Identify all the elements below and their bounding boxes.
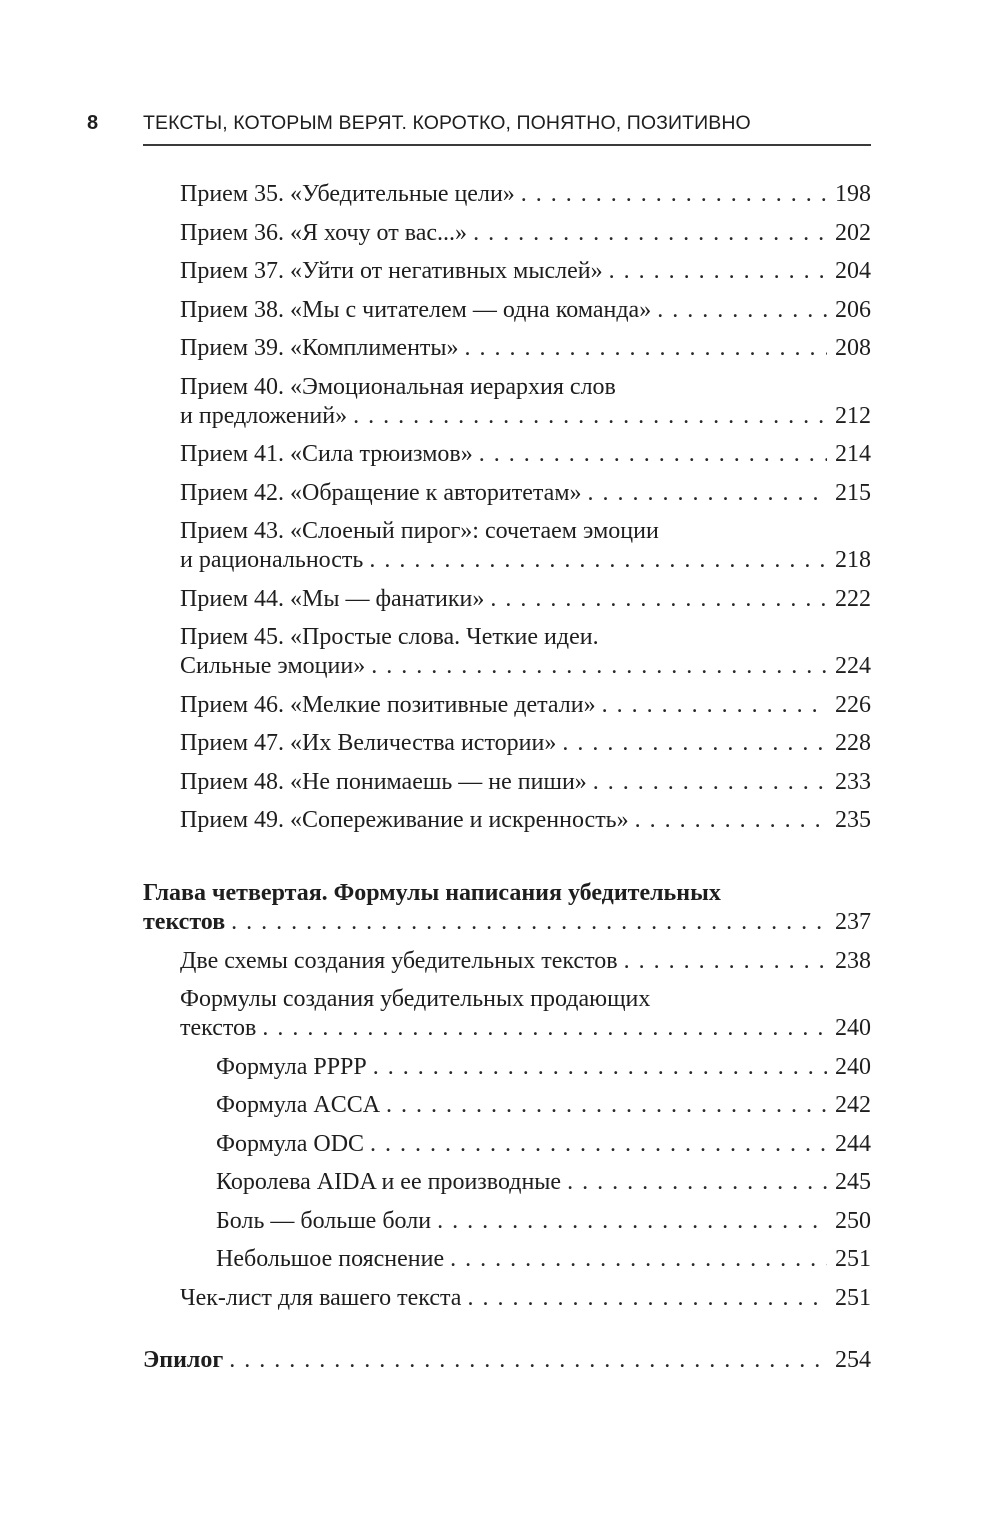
toc-page-number: 228 (835, 730, 871, 756)
toc-entry-title: Прием 47. «Их Величества истории» (180, 730, 557, 756)
toc-page-number: 250 (835, 1207, 871, 1234)
toc-entry-title: Прием 36. «Я хочу от вас...» (180, 219, 468, 246)
dot-leader (593, 768, 827, 797)
dot-leader (369, 546, 827, 575)
dot-leader (370, 1130, 827, 1159)
toc-entry (143, 1091, 871, 1120)
toc-page-number: 218 (835, 547, 871, 573)
toc-entry-title: Небольшое пояснение (216, 1246, 445, 1272)
toc-entry (143, 1245, 871, 1274)
toc-entry-title: Эпилог (143, 1346, 224, 1373)
toc-page-number: 245 (835, 1169, 871, 1195)
toc-entry (143, 768, 871, 797)
toc-entry (143, 296, 871, 325)
toc-entry-title: Прием 37. «Уйти от негативных мыслей» (180, 258, 603, 284)
toc-page-number: 224 (835, 653, 871, 679)
toc-entry-title: Прием 49. «Сопереживание и искренность» (180, 807, 629, 833)
toc-entry (143, 623, 871, 681)
dot-leader (624, 947, 827, 976)
toc-entry (143, 440, 871, 469)
dot-leader (450, 1245, 827, 1274)
dot-leader (521, 180, 827, 209)
toc-entry-title: текстов (180, 1015, 257, 1041)
dot-leader (353, 402, 827, 431)
toc-entry (143, 373, 871, 431)
dot-leader (465, 334, 827, 363)
table-of-contents (143, 180, 871, 1384)
dot-leader (567, 1168, 827, 1197)
toc-entry-title: Боль — больше боли (216, 1207, 432, 1234)
toc-entry (143, 806, 871, 835)
toc-page-number: 242 (835, 1092, 871, 1118)
toc-entry-title: Прием 48. «Не понимаешь — не пиши» (180, 768, 587, 795)
dot-leader (473, 219, 827, 248)
dot-leader (657, 296, 827, 325)
toc-page-number: 238 (835, 947, 871, 974)
toc-entry-title-line: Формулы создания убедительных продающих (180, 986, 651, 1012)
running-header (87, 110, 871, 146)
dot-leader (588, 479, 827, 508)
toc-entry (143, 334, 871, 363)
toc-page-number: 251 (835, 1284, 871, 1311)
toc-entry (143, 517, 871, 575)
toc-entry-title: Прием 35. «Убедительные цели» (180, 181, 515, 207)
toc-page-number: 204 (835, 258, 871, 284)
dot-leader (231, 908, 827, 937)
dot-leader (373, 1053, 827, 1082)
toc-entry-title: Королева AIDA и ее производные (216, 1169, 562, 1195)
toc-entry-title: Формула ODC (216, 1130, 365, 1157)
toc-entry (143, 947, 871, 976)
dot-leader (602, 691, 827, 720)
dot-leader (635, 806, 827, 835)
toc-entry-title: Прием 44. «Мы — фанатики» (180, 585, 485, 612)
toc-page-number: 251 (835, 1246, 871, 1272)
dot-leader (371, 652, 827, 681)
toc-entry (143, 1130, 871, 1159)
toc-page-number: 237 (835, 909, 871, 935)
toc-entry-title: и рациональность (180, 547, 364, 573)
toc-page-number: 240 (835, 1053, 871, 1080)
toc-entry-title: Прием 41. «Сила трюизмов» (180, 441, 473, 467)
toc-entry-title-line: Глава четвертая. Формулы написания убедительных (143, 880, 721, 906)
toc-page-number: 215 (835, 479, 871, 506)
toc-page-number: 208 (835, 335, 871, 361)
toc-entry (143, 479, 871, 508)
toc-entry-title: Прием 38. «Мы с читателем — одна команда» (180, 296, 652, 323)
dot-leader (467, 1284, 827, 1313)
toc-page-number: 233 (835, 768, 871, 795)
toc-entry-title: и предложений» (180, 402, 348, 429)
toc-page-number: 244 (835, 1130, 871, 1157)
toc-entry-title: Сильные эмоции» (180, 653, 366, 679)
toc-page-number: 198 (835, 181, 871, 207)
page-number: 8 (87, 112, 99, 134)
toc-page-number: 206 (835, 296, 871, 323)
toc-page-number: 240 (835, 1015, 871, 1041)
toc-entry-title: текстов (143, 909, 226, 935)
dot-leader (229, 1346, 827, 1375)
toc-page-number: 214 (835, 441, 871, 467)
toc-entry-title-line: Прием 43. «Слоеный пирог»: сочетаем эмоции (180, 518, 659, 544)
toc-page-number: 226 (835, 691, 871, 718)
toc-entry-title: Две схемы создания убедительных текстов (180, 947, 618, 974)
dot-leader (479, 440, 827, 469)
toc-entry (143, 180, 871, 209)
toc-chapter-entry (143, 1346, 871, 1375)
toc-entry-title-line: Прием 40. «Эмоциональная иерархия слов (180, 373, 616, 400)
toc-entry-title: Прием 42. «Обращение к авторитетам» (180, 479, 582, 506)
toc-entry (143, 257, 871, 286)
toc-page-number: 235 (835, 807, 871, 833)
dot-leader (437, 1207, 827, 1236)
dot-leader (562, 729, 827, 758)
toc-entry-title: Прием 46. «Мелкие позитивные детали» (180, 691, 596, 718)
toc-entry (143, 691, 871, 720)
toc-page-number: 254 (835, 1346, 871, 1373)
dot-leader (262, 1014, 827, 1043)
toc-entry (143, 1168, 871, 1197)
toc-entry-title: Чек-лист для вашего текста (180, 1284, 462, 1311)
toc-entry-title: Формула ACCA (216, 1092, 381, 1118)
dot-leader (609, 257, 827, 286)
dot-leader (386, 1091, 827, 1120)
toc-page-number: 202 (835, 219, 871, 246)
toc-chapter-entry (143, 879, 871, 937)
dot-leader (490, 585, 827, 614)
toc-page-number: 212 (835, 402, 871, 429)
toc-entry (143, 985, 871, 1043)
toc-page-number: 222 (835, 585, 871, 612)
toc-entry-title: Прием 39. «Комплименты» (180, 335, 459, 361)
toc-entry-title-line: Прием 45. «Простые слова. Четкие идеи. (180, 624, 599, 650)
toc-entry-title: Формула PPPP (216, 1053, 367, 1080)
toc-entry (143, 1053, 871, 1082)
toc-entry (143, 729, 871, 758)
toc-entry (143, 1284, 871, 1313)
toc-entry (143, 585, 871, 614)
toc-entry (143, 219, 871, 248)
toc-entry (143, 1207, 871, 1236)
running-title: ТЕКСТЫ, КОТОРЫМ ВЕРЯТ. КОРОТКО, ПОНЯТНО, ПОЗИТИВНО (143, 112, 751, 134)
